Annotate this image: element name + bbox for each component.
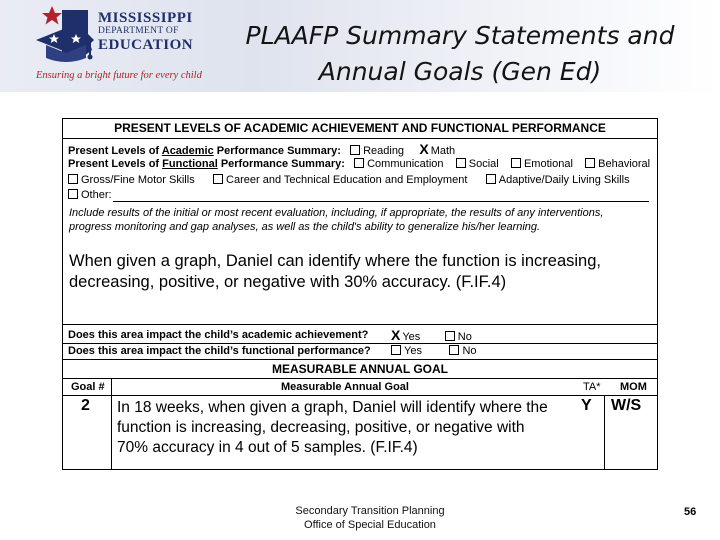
goal-col-line-1 [111, 378, 112, 470]
academic-prefix: Present Levels of [68, 145, 162, 157]
reading-checkbox[interactable] [350, 145, 360, 155]
ta-header: TA* [583, 381, 601, 393]
impact-functional-no-checkbox[interactable] [449, 345, 459, 355]
social-checkbox[interactable] [456, 158, 466, 168]
impact-academic-yes-label: Yes [402, 331, 421, 343]
impact-functional-no-label: No [462, 345, 477, 357]
footer [250, 504, 490, 532]
reading-label: Reading [363, 145, 405, 157]
impact-functional-answer [391, 345, 477, 357]
functional-prefix: Present Levels of [68, 158, 163, 170]
goal-divider [63, 359, 657, 360]
communication-label: Communication [367, 158, 444, 170]
footer-line1: Secondary Transition Planning [295, 505, 445, 517]
impact-functional-yes-label: Yes [404, 345, 422, 357]
plaafp-statement: When given a graph, Daniel can identify where the function is increasing, decreasing, positive, or negative with 30% accuracy. (F.IF.4) [69, 252, 601, 291]
logo-line2: DEPARTMENT OF [98, 26, 179, 36]
functional-options-row [68, 174, 630, 186]
impact-academic-answer [391, 327, 472, 343]
impact-functional-question: Does this area impact the child’s functional performance? [68, 345, 371, 357]
goal-header-divider [63, 378, 657, 379]
title-line1: PLAAFP Summary Statements and [245, 21, 675, 50]
adaptive-label: Adaptive/Daily Living Skills [498, 174, 630, 186]
goal-number: 2 [81, 397, 90, 414]
goal-col-line-2 [604, 395, 605, 470]
other-checkbox[interactable] [68, 189, 78, 199]
section-header-row [63, 119, 657, 139]
impact-functional-yes-checkbox[interactable] [391, 345, 401, 355]
logo-line3: EDUCATION [98, 37, 194, 53]
math-label: Math [430, 145, 456, 157]
emotional-label: Emotional [523, 158, 573, 170]
math-check-mark[interactable]: X [419, 141, 429, 157]
behavioral-checkbox[interactable] [585, 158, 595, 168]
behavioral-label: Behavioral [598, 158, 651, 170]
mde-logo [32, 4, 212, 88]
other-row [68, 189, 112, 201]
goal-text: In 18 weeks, when given a graph, Daniel will identify where the function is increasing, decreasing, positive, or negative with 70% accuracy in 4 out of 5 samples. (F.IF.4) [117, 399, 548, 456]
career-checkbox[interactable] [213, 174, 223, 184]
graduation-cap-state-icon [32, 4, 98, 70]
slide-title [222, 18, 698, 90]
impact-academic-yes-mark[interactable]: X [391, 327, 401, 343]
goal-section-title: MEASURABLE ANNUAL GOAL [272, 362, 448, 376]
title-line2: Annual Goals (Gen Ed) [318, 57, 602, 86]
other-line[interactable] [113, 201, 649, 202]
page-number: 56 [684, 506, 697, 518]
goal-ta-value: Y [581, 397, 592, 414]
career-label: Career and Technical Education and Employment [226, 174, 468, 186]
academic-suffix: Performance Summary: [213, 145, 341, 157]
impact-mid-divider [63, 343, 657, 344]
emotional-checkbox[interactable] [511, 158, 521, 168]
functional-summary-row [68, 158, 650, 170]
social-label: Social [468, 158, 499, 170]
impact-divider [63, 324, 657, 325]
section-title: PRESENT LEVELS OF ACADEMIC ACHIEVEMENT AND FUNCTIONAL PERFORMANCE [114, 121, 606, 135]
goal-row-divider [63, 395, 657, 396]
goal-header: Measurable Annual Goal [281, 381, 409, 393]
logo-tagline: Ensuring a bright future for every child [36, 70, 202, 81]
goal-num-header: Goal # [71, 381, 105, 393]
functional-suffix: Performance Summary: [217, 158, 345, 170]
motor-label: Gross/Fine Motor Skills [81, 174, 195, 186]
academic-summary-row [68, 141, 455, 157]
functional-underlined: Functional [162, 158, 218, 170]
communication-checkbox[interactable] [354, 158, 364, 168]
other-label: Other: [81, 189, 112, 201]
instructions: Include results of the initial or most recent evaluation, including, if appropriate, the results of any interventions, progress monitoring and gap analyses, as well as the child's ability to generalize his/her learning. [69, 207, 604, 233]
impact-academic-no-checkbox[interactable] [445, 331, 455, 341]
motor-checkbox[interactable] [68, 174, 78, 184]
academic-underlined: Academic [161, 145, 214, 157]
logo-line1: MISSISSIPPI [98, 10, 193, 26]
adaptive-checkbox[interactable] [486, 174, 496, 184]
mom-header: MOM [620, 381, 647, 393]
goal-mom-value: W/S [611, 397, 642, 414]
impact-academic-question: Does this area impact the child’s academic achievement? [68, 329, 369, 341]
plaafp-form [62, 118, 658, 470]
footer-line2: Office of Special Education [304, 519, 436, 531]
impact-academic-no-label: No [457, 331, 472, 343]
